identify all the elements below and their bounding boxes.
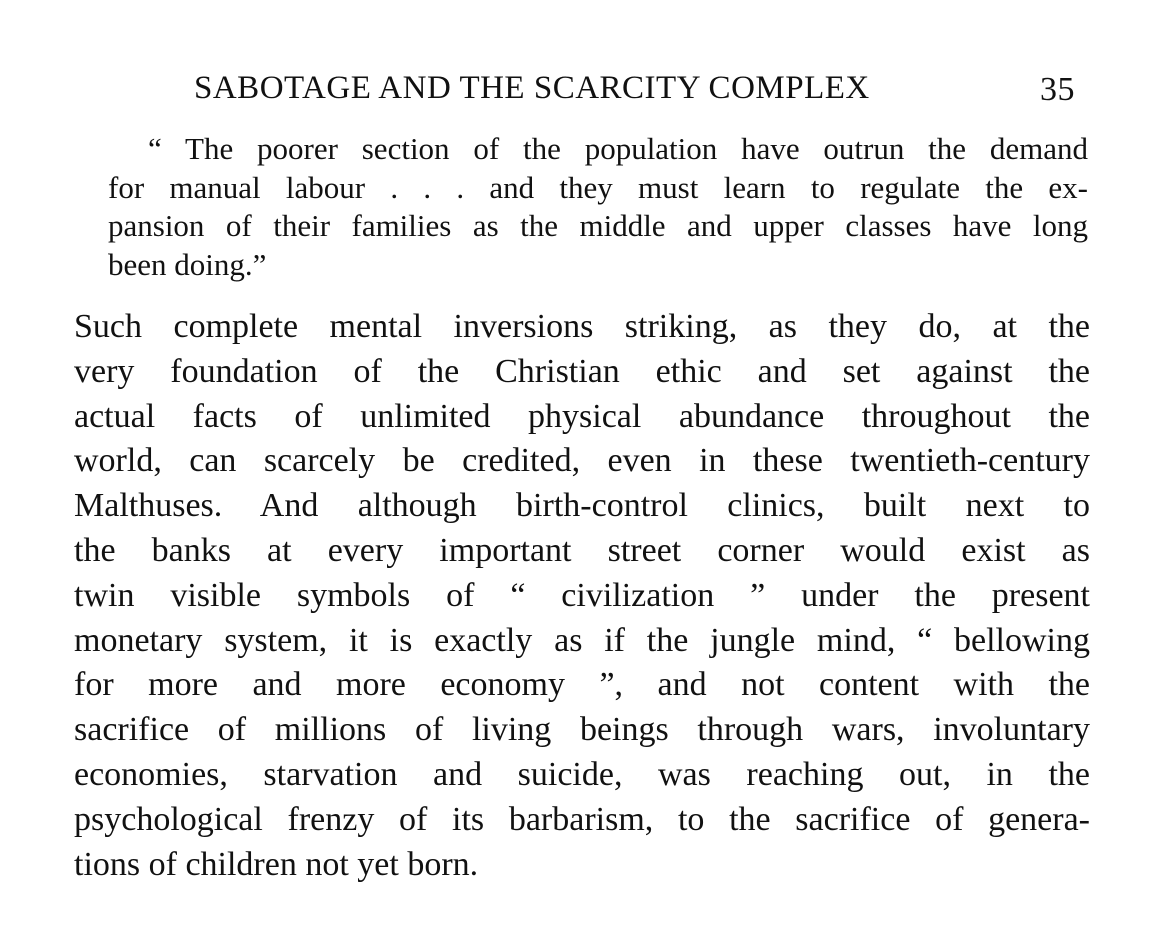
paragraph-line: twin visible symbols of “ civilization ” under the present bbox=[74, 576, 1090, 614]
page-number: 35 bbox=[1040, 71, 1075, 108]
paragraph-line: world, can scarcely be credited, even in these twentieth-century bbox=[74, 442, 1090, 480]
paragraph-line: the banks at every important street corner would exist as bbox=[74, 531, 1090, 569]
paragraph-line: sacrifice of millions of living beings through wars, involuntary bbox=[74, 711, 1090, 749]
block-quotation bbox=[108, 130, 1088, 284]
paragraph-line: tions of children not yet born. bbox=[74, 845, 479, 883]
quote-line: “ The poorer section of the population have outrun the demand bbox=[148, 131, 1088, 166]
paragraph-line: for more and more economy ”, and not content with the bbox=[74, 666, 1090, 704]
paragraph-line: very foundation of the Christian ethic and set against the bbox=[74, 352, 1090, 390]
quote-line: been doing.” bbox=[108, 246, 267, 282]
body-paragraph bbox=[74, 305, 1090, 887]
quote-line: pansion of their families as the middle and upper classes have long bbox=[108, 208, 1088, 243]
running-head bbox=[194, 66, 1094, 110]
quote-line: for manual labour . . . and they must learn to regulate the ex- bbox=[108, 169, 1088, 205]
paragraph-line: Malthuses. And although birth-control clinics, built next to bbox=[74, 487, 1090, 525]
running-title: SABOTAGE AND THE SCARCITY COMPLEX bbox=[194, 70, 870, 106]
paragraph-line: economies, starvation and suicide, was reaching out, in the bbox=[74, 755, 1090, 793]
paragraph-line: psychological frenzy of its barbarism, to the sacrifice of genera- bbox=[74, 800, 1090, 838]
paragraph-line: Such complete mental inversions striking, as they do, at the bbox=[74, 308, 1090, 345]
paragraph-line: actual facts of unlimited physical abundance throughout the bbox=[74, 397, 1090, 435]
paragraph-line: monetary system, it is exactly as if the jungle mind, “ bellowing bbox=[74, 621, 1090, 659]
